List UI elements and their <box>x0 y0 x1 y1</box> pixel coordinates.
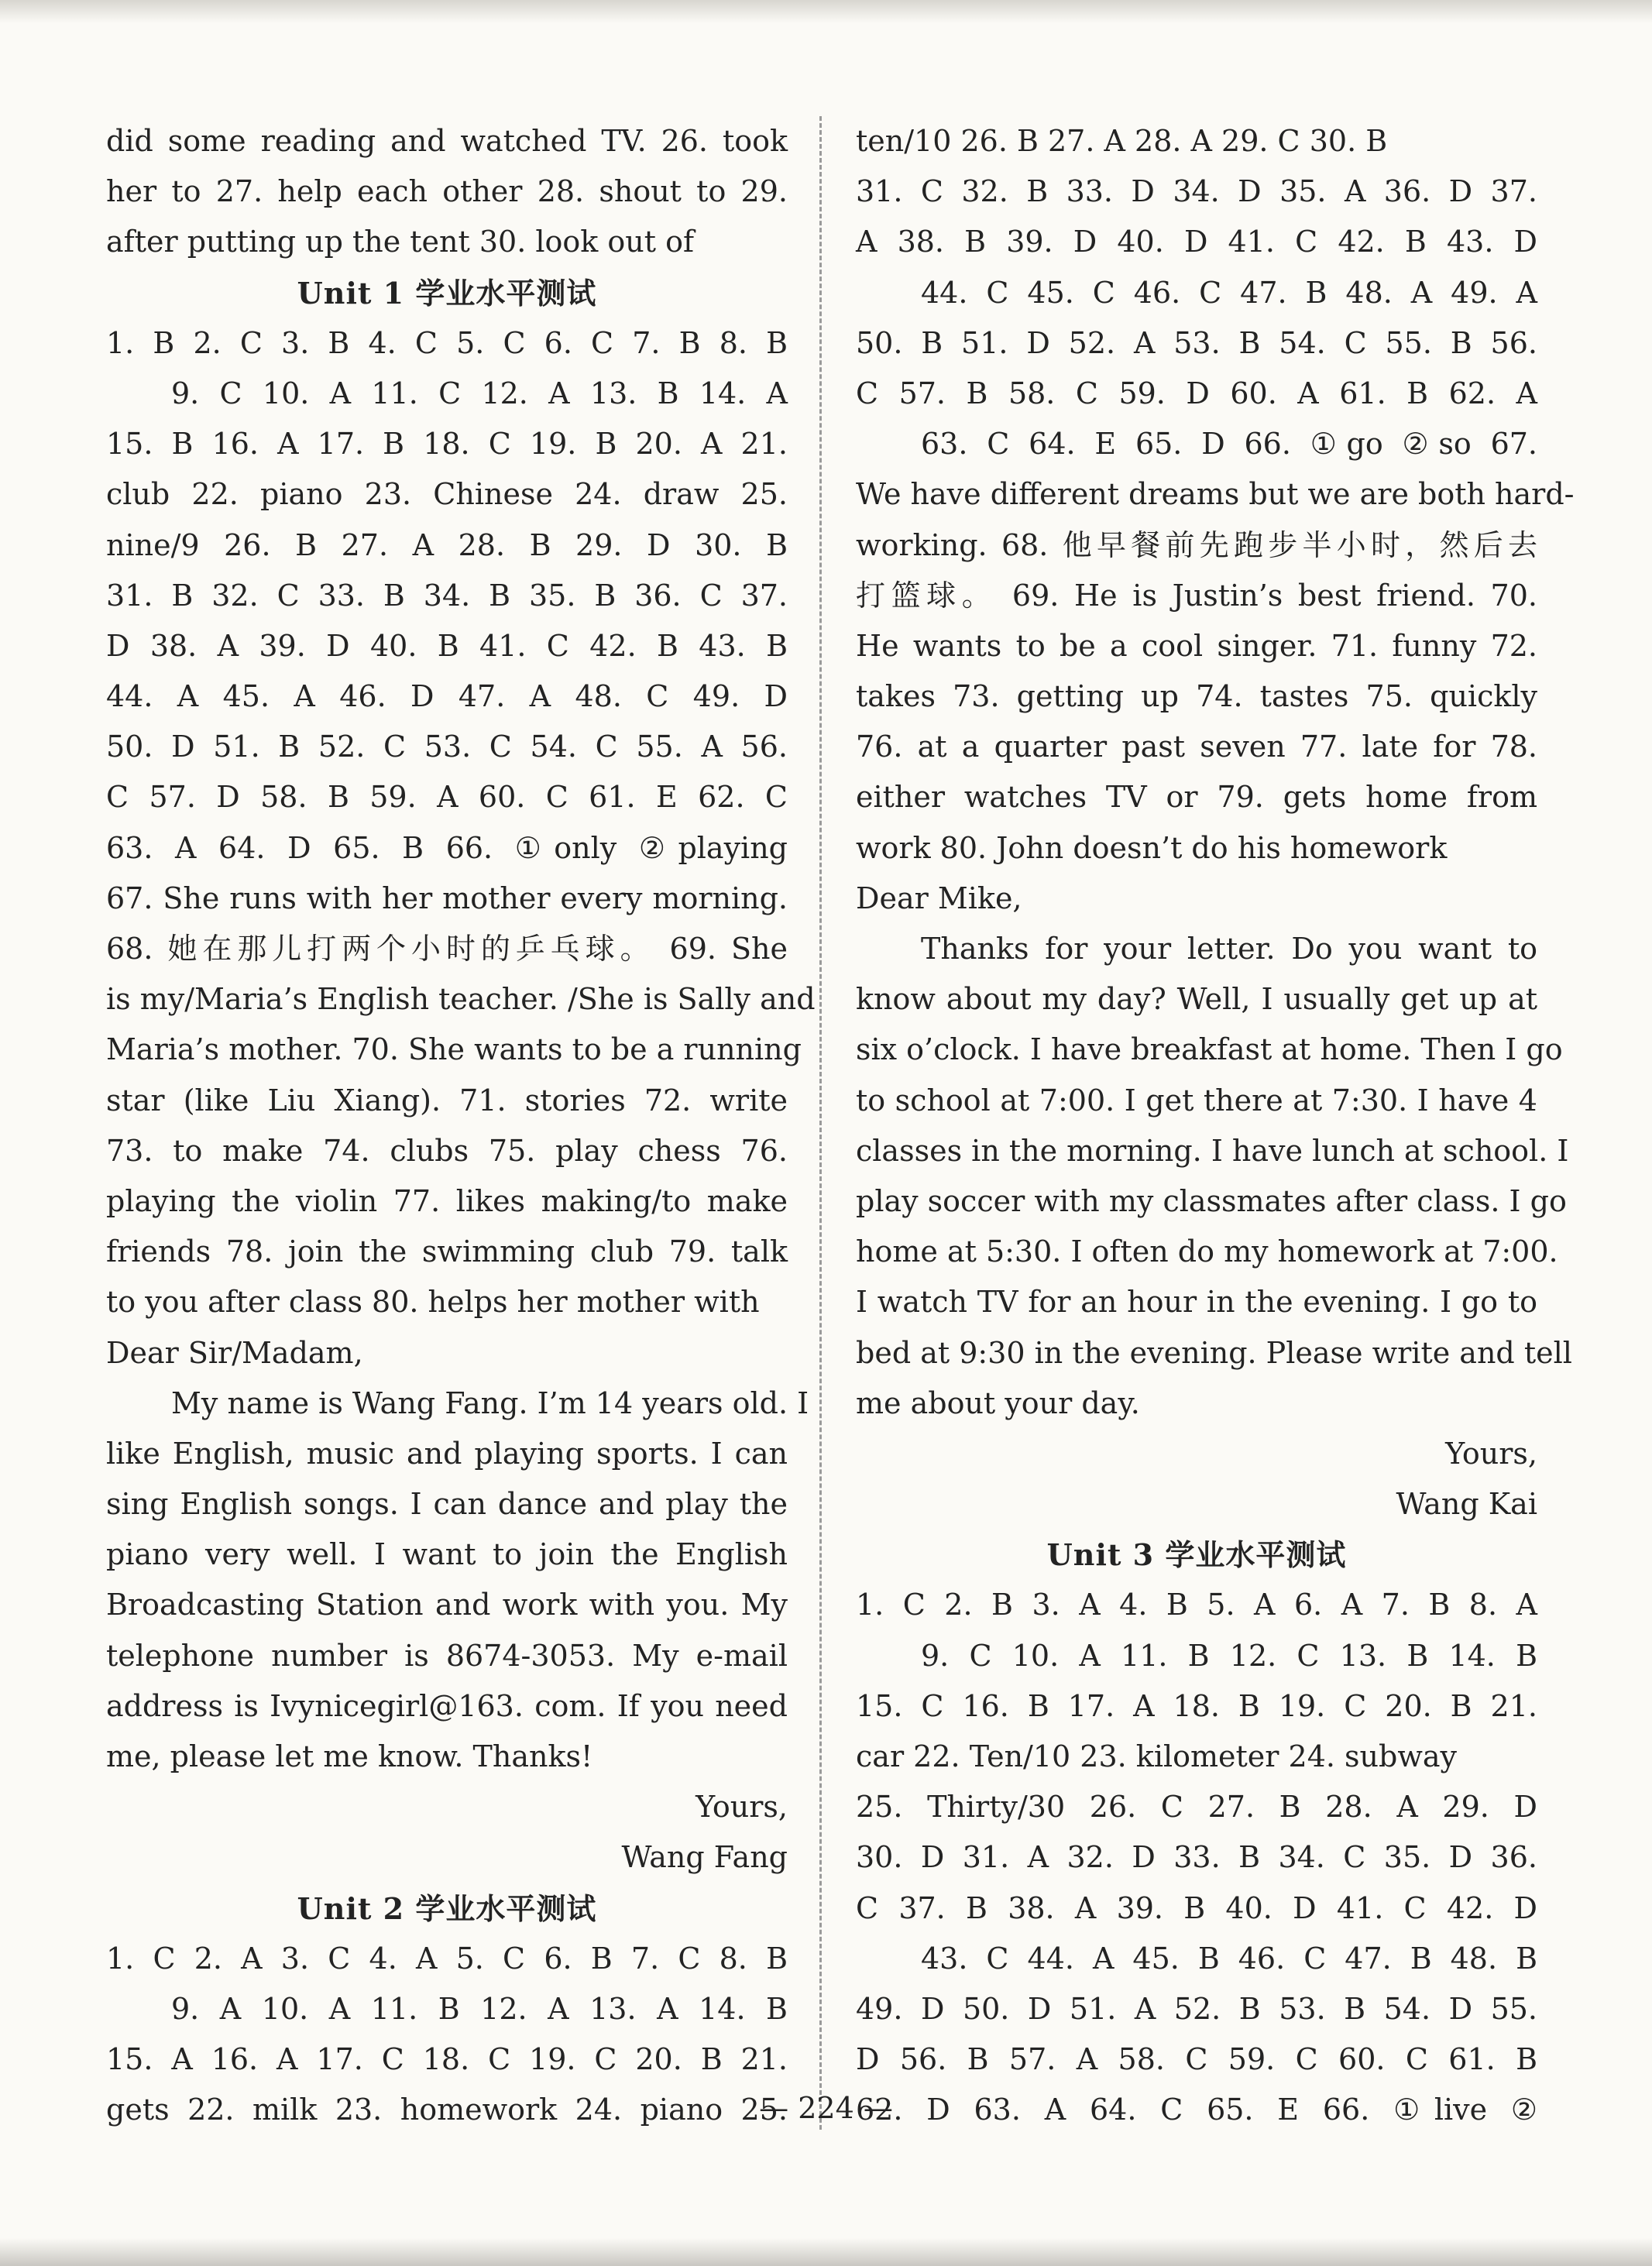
text-line: takes 73. getting up 74. tastes 75. quickly <box>856 679 1537 714</box>
text-line: 44. A 45. A 46. D 47. A 48. C 49. D <box>106 679 788 714</box>
text-line: C 37. B 38. A 39. B 40. D 41. C 42. D <box>856 1890 1537 1925</box>
text-line: C 57. B 58. C 59. D 60. A 61. B 62. A <box>856 376 1537 410</box>
text-line: 30. D 31. A 32. D 33. B 34. C 35. D 36. <box>856 1840 1537 1875</box>
text-line: 15. B 16. A 17. B 18. C 19. B 20. A 21. <box>106 427 788 462</box>
text-line: 73. to make 74. clubs 75. play chess 76. <box>106 1133 788 1168</box>
text-line: Wang Fang <box>621 1840 788 1875</box>
text-line: 9. A 10. A 11. B 12. A 13. A 14. B <box>171 1991 788 2026</box>
text-line: Wang Kai <box>1396 1487 1537 1522</box>
text-line: to school at 7:00. I get there at 7:30. I have 4 <box>856 1083 1537 1118</box>
scan-bottom-edge <box>0 2238 1652 2266</box>
text-line: ten/10 26. B 27. A 28. A 29. C 30. B <box>856 124 1388 158</box>
text-line: Thanks for your letter. Do you want to <box>921 932 1537 966</box>
text-line: 44. C 45. C 46. C 47. B 48. A 49. A <box>921 275 1537 310</box>
text-line: home at 5:30. I often do my homework at 7:00. <box>856 1234 1558 1269</box>
text-line: working. 68. 他早餐前先跑步半小时，然后去 <box>856 527 1537 562</box>
text-line: 43. C 44. A 45. B 46. C 47. B 48. B <box>921 1941 1537 1976</box>
text-line: We have different dreams but we are both hard- <box>856 477 1575 512</box>
text-line: 68. 她在那儿打两个小时的乒乓球。 69. She <box>106 932 788 966</box>
text-line: gets 22. milk 23. homework 24. piano 25. <box>106 2093 788 2127</box>
text-line: 1. B 2. C 3. B 4. C 5. C 6. C 7. B 8. B <box>106 325 788 360</box>
text-line: like English, music and playing sports. I can <box>106 1436 788 1471</box>
text-line: Yours, <box>695 1790 788 1825</box>
text-line: playing the violin 77. likes making/to make <box>106 1183 788 1218</box>
text-line: me about your day. <box>856 1385 1140 1420</box>
text-line: either watches TV or 79. gets home from <box>856 780 1537 815</box>
text-line: telephone number is 8674-3053. My e-mail <box>106 1638 788 1673</box>
text-line: He wants to be a cool singer. 71. funny 72. <box>856 628 1537 663</box>
column-divider <box>819 116 822 2130</box>
text-line: Yours, <box>1445 1436 1537 1471</box>
section-title: Unit 1 学业水平测试 <box>297 275 597 311</box>
text-line: car 22. Ten/10 23. kilometer 24. subway <box>856 1739 1457 1773</box>
text-line: address is Ivynicegirl@163. com. If you need <box>106 1688 788 1723</box>
text-line: play soccer with my classmates after class. I go <box>856 1183 1567 1218</box>
text-line: is my/Maria’s English teacher. /She is Sally and <box>106 982 816 1017</box>
text-line: 1. C 2. B 3. A 4. B 5. A 6. A 7. B 8. A <box>856 1588 1537 1622</box>
text-line: A 38. B 39. D 40. D 41. C 42. B 43. D <box>856 225 1537 259</box>
page-number: — 224 — <box>759 2091 893 2125</box>
text-line: bed at 9:30 in the evening. Please write and tell <box>856 1335 1572 1370</box>
right-column <box>856 116 1575 2136</box>
text-line: friends 78. join the swimming club 79. talk <box>106 1234 788 1269</box>
text-line: 31. B 32. C 33. B 34. B 35. B 36. C 37. <box>106 578 788 613</box>
section-title: Unit 3 学业水平测试 <box>1046 1537 1347 1573</box>
text-line: C 57. D 58. B 59. A 60. C 61. E 62. C <box>106 780 788 815</box>
text-line: nine/9 26. B 27. A 28. B 29. D 30. B <box>106 527 788 562</box>
text-line: 15. C 16. B 17. A 18. B 19. C 20. B 21. <box>856 1688 1537 1723</box>
text-line: 63. A 64. D 65. B 66. ①only ②playing <box>106 830 788 865</box>
text-line: 67. She runs with her mother every morning. <box>106 881 788 915</box>
text-line: 62. D 63. A 64. C 65. E 66. ①live ② <box>856 2093 1537 2127</box>
text-line: star (like Liu Xiang). 71. stories 72. write <box>106 1083 788 1118</box>
text-line: 9. C 10. A 11. C 12. A 13. B 14. A <box>171 376 788 410</box>
text-line: My name is Wang Fang. I’m 14 years old. I <box>171 1385 809 1420</box>
text-line: did some reading and watched TV. 26. took <box>106 124 788 158</box>
text-line: work 80. John doesn’t do his homework <box>856 830 1448 865</box>
text-line: 25. Thirty/30 26. C 27. B 28. A 29. D <box>856 1790 1537 1825</box>
text-line: piano very well. I want to join the English <box>106 1537 788 1572</box>
text-line: D 56. B 57. A 58. C 59. C 60. C 61. B <box>856 2042 1537 2077</box>
scan-top-edge <box>0 0 1652 23</box>
text-line: 50. B 51. D 52. A 53. B 54. C 55. B 56. <box>856 325 1537 360</box>
text-line: 9. C 10. A 11. B 12. C 13. B 14. B <box>921 1638 1537 1673</box>
text-line: 63. C 64. E 65. D 66. ①go ②so 67. <box>921 427 1537 462</box>
text-line: I watch TV for an hour in the evening. I go to <box>856 1285 1537 1320</box>
text-line: 49. D 50. D 51. A 52. B 53. B 54. D 55. <box>856 1991 1537 2026</box>
text-line: 50. D 51. B 52. C 53. C 54. C 55. A 56. <box>106 730 788 764</box>
text-line: me, please let me know. Thanks! <box>106 1739 593 1773</box>
text-line: Maria’s mother. 70. She wants to be a running <box>106 1032 802 1067</box>
text-line: 76. at a quarter past seven 77. late for 78. <box>856 730 1537 764</box>
text-line: know about my day? Well, I usually get up at <box>856 982 1537 1017</box>
left-column <box>106 116 816 2136</box>
text-line: 1. C 2. A 3. C 4. A 5. C 6. B 7. C 8. B <box>106 1941 788 1976</box>
text-line: 31. C 32. B 33. D 34. D 35. A 36. D 37. <box>856 174 1537 209</box>
text-line: sing English songs. I can dance and play the <box>106 1487 788 1522</box>
text-line: Dear Mike, <box>856 881 1022 915</box>
section-title: Unit 2 学业水平测试 <box>297 1890 597 1926</box>
text-line: classes in the morning. I have lunch at school. I <box>856 1133 1569 1168</box>
text-line: to you after class 80. helps her mother with <box>106 1285 760 1320</box>
text-line: Dear Sir/Madam, <box>106 1335 363 1370</box>
text-line: 打篮球。 69. He is Justin’s best friend. 70. <box>856 578 1537 613</box>
text-line: Broadcasting Station and work with you. My <box>106 1588 788 1622</box>
text-line: her to 27. help each other 28. shout to 29. <box>106 174 788 209</box>
text-line: six o’clock. I have breakfast at home. Then I go <box>856 1032 1563 1067</box>
text-line: after putting up the tent 30. look out of <box>106 225 695 259</box>
text-line: D 38. A 39. D 40. B 41. C 42. B 43. B <box>106 628 788 663</box>
text-line: club 22. piano 23. Chinese 24. draw 25. <box>106 477 788 512</box>
text-line: 15. A 16. A 17. C 18. C 19. C 20. B 21. <box>106 2042 788 2077</box>
